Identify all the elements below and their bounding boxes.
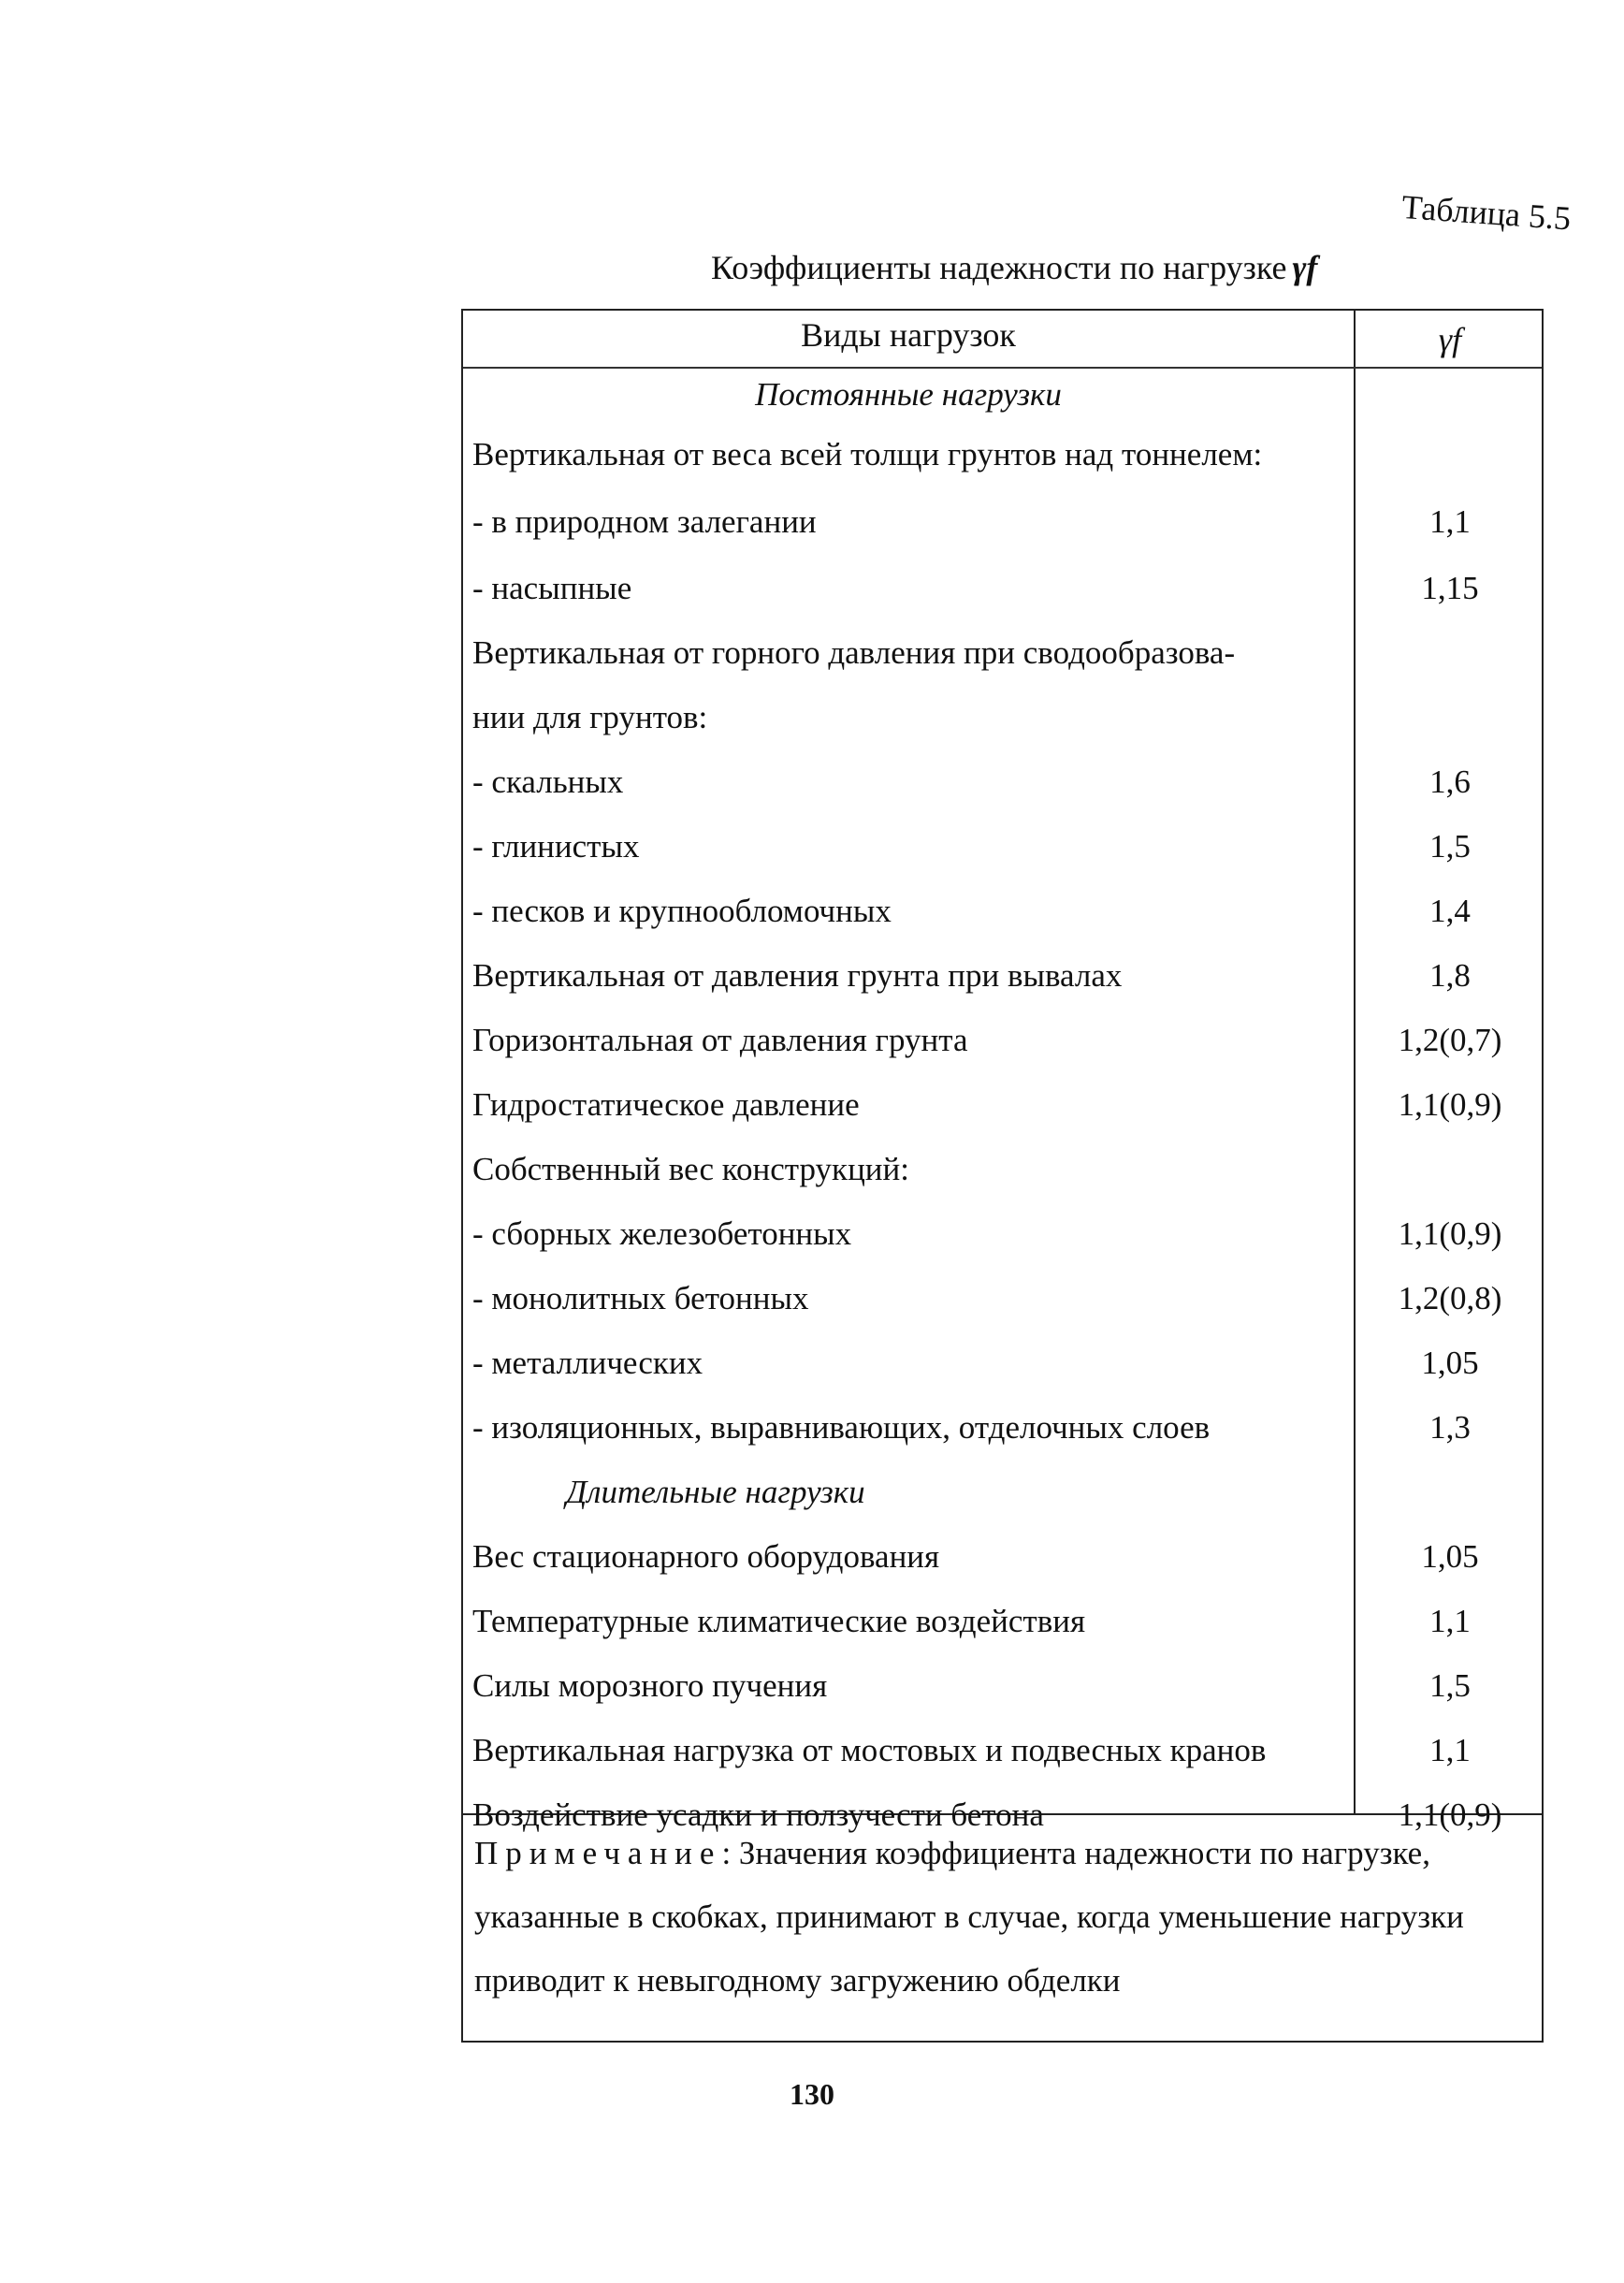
table-row [463,685,1542,749]
row-value: 1,15 [1421,569,1479,606]
row-label: Температурные климатические воздействия [472,1602,1086,1639]
row-label: Постоянные нагрузки [755,376,1062,413]
row-label: - сборных железобетонных [472,1214,852,1252]
row-value: 1,1 [1429,1602,1471,1639]
table-body [463,369,1542,1847]
table-row [463,1072,1542,1137]
table-number-label: Таблица 5.5 [1400,187,1573,238]
row-value: 1,05 [1421,1537,1479,1575]
row-label: - насыпные [472,569,632,606]
table-row [463,1718,1542,1782]
table-row [463,1589,1542,1653]
table-row [463,1395,1542,1460]
row-label: Воздействие усадки и ползучести бетона [472,1796,1044,1833]
row-label: Вертикальная нагрузка от мостовых и подвесных кранов [472,1731,1267,1768]
table-row [463,421,1542,488]
row-value: 1,4 [1429,892,1471,929]
row-label: - скальных [472,763,624,800]
table-row [463,814,1542,879]
row-label: Вертикальная от горного давления при сводообразова- [472,633,1236,671]
row-value: 1,2(0,8) [1398,1279,1502,1316]
table-row [463,943,1542,1008]
section-permanent-loads [463,369,1542,421]
row-label: - металлических [472,1344,703,1381]
note-prefix: Примечание [474,1835,722,1871]
table-row [463,1331,1542,1395]
row-value: 1,5 [1429,827,1471,865]
row-label: Вес стационарного оборудования [472,1537,940,1575]
table-row [463,879,1542,943]
row-value: 1,1(0,9) [1398,1214,1502,1252]
header-load-types: Виды нагрузок [801,316,1016,354]
row-label: Силы морозного пучения [472,1666,828,1704]
table-note [474,1822,1531,2013]
row-label: Собственный вес конструкций: [472,1150,909,1187]
table-title [711,248,1317,287]
table-row [463,1137,1542,1201]
row-value: 1,5 [1429,1666,1471,1704]
section-long-term-loads [463,1460,1542,1524]
row-label: - в природном залегании [472,503,817,540]
table-row [463,749,1542,814]
row-label: - изоляционных, выравнивающих, отделочных слоев [472,1408,1211,1446]
table-row [463,556,1542,620]
row-label: Вертикальная от веса всей толщи грунтов над тоннелем: [472,436,1263,473]
table-row [463,1008,1542,1072]
row-label: Гидростатическое давление [472,1085,860,1123]
table-title-text: Коэффициенты надежности по нагрузке [711,249,1287,286]
row-value: 1,05 [1421,1344,1479,1381]
row-label: - глинистых [472,827,640,865]
table-row [463,1653,1542,1718]
row-label: - монолитных бетонных [472,1279,809,1316]
row-label: Горизонтальная от давления грунта [472,1021,968,1058]
row-value: 1,1(0,9) [1398,1796,1502,1833]
load-factors-table [461,309,1544,2043]
table-row [463,620,1542,685]
row-value: 1,2(0,7) [1398,1021,1502,1058]
row-label: Длительные нагрузки [566,1473,865,1510]
table-row [463,1266,1542,1331]
row-value: 1,1(0,9) [1398,1085,1502,1123]
row-label: нии для грунтов: [472,698,708,735]
table-row [463,1524,1542,1589]
row-label: Вертикальная от давления грунта при вывалах [472,956,1123,994]
note-text: : Значения коэффициента надежности по нагрузке, указанные в скобках, принимают в случае, когда уменьшение нагрузки приводит к невыгодному загружению обделки [474,1835,1464,1999]
row-value: 1,3 [1429,1408,1471,1446]
gamma-f-symbol: γf [1292,249,1318,286]
row-value: 1,8 [1429,956,1471,994]
table-row [463,488,1542,556]
row-value: 1,1 [1429,503,1471,540]
table-row [463,1201,1542,1266]
row-value: 1,1 [1429,1731,1471,1768]
row-value: 1,6 [1429,763,1471,800]
row-label: - песков и крупнообломочных [472,892,892,929]
header-gamma-f: γf [1438,321,1462,358]
page-number: 130 [790,2077,834,2111]
